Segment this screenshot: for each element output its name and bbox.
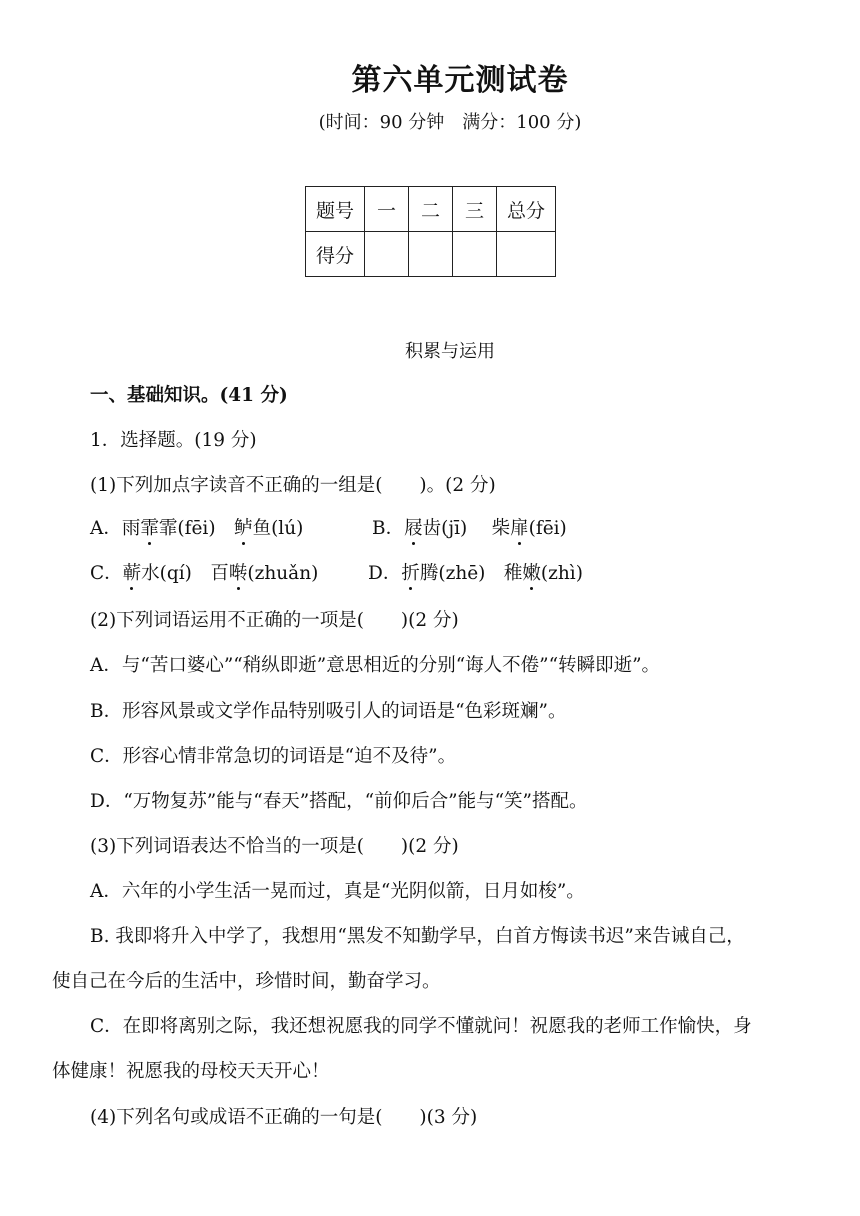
option-b: B. 我即将升入中学了，我想用“黑发不知勤学早，白首方悔读书迟”来告诫自己， [90,926,745,947]
score-row-label: 得分 [306,232,365,277]
option-c: C．在即将离别之际，我还想祝愿我的同学不懂就问！祝愿我的老师工作愉快，身 [90,1016,752,1037]
part-heading: 一、基础知识。(41 分) [90,385,288,406]
score-table-header-row [306,187,556,232]
score-cell[interactable] [497,232,556,277]
score-header-cell: 二 [409,187,453,232]
option-b-continued: 使自己在今后的生活中，珍惜时间，勤奋学习。 [52,971,441,992]
question-stem: (1)下列加点字读音不正确的一组是( )。(2 分) [90,475,496,496]
option-c: C．形容心情非常急切的词语是“迫不及待”。 [90,746,457,767]
score-cell[interactable] [365,232,409,277]
question-heading: 1．选择题。(19 分) [90,430,257,451]
option-a: A．与“苦口婆心”“稍纵即逝”意思相近的分别“诲人不倦”“转瞬即逝”。 [90,655,661,676]
score-table [305,186,556,277]
option-b: B．形容风景或文学作品特别吸引人的词语是“色彩斑斓”。 [90,701,567,722]
option-d: D．折腾(zhē) 稚嫩(zhì) [368,563,583,584]
question-stem: (3)下列词语表达不恰当的一项是( )(2 分) [90,836,459,857]
score-header-cell: 三 [453,187,497,232]
question-stem: (2)下列词语运用不正确的一项是( )(2 分) [90,610,459,631]
score-header-cell: 一 [365,187,409,232]
score-cell[interactable] [453,232,497,277]
score-header-cell: 题号 [306,187,365,232]
section-title: 积累与运用 [405,341,495,362]
score-table-score-row [306,232,556,277]
option-c: C．蕲水(qí) 百啭(zhuǎn) [90,563,319,584]
option-a: A．六年的小学生活一晃而过，真是“光阴似箭，日月如梭”。 [90,881,585,902]
option-c-continued: 体健康！祝愿我的母校天天开心！ [52,1061,330,1082]
question-stem: (4)下列名句或成语不正确的一句是( )(3 分) [90,1107,478,1128]
option-d: D．“万物复苏”能与“春天”搭配，“前仰后合”能与“笑”搭配。 [90,791,588,812]
page-title: 第六单元测试卷 [351,63,569,98]
score-header-cell: 总分 [497,187,556,232]
score-cell[interactable] [409,232,453,277]
exam-info: (时间：90 分钟 满分：100 分) [318,112,582,133]
option-b: B．屐齿(jī) 柴扉(fēi) [372,518,567,539]
option-a: A．雨霏霏(fēi) 鲈鱼(lú) [90,518,304,539]
